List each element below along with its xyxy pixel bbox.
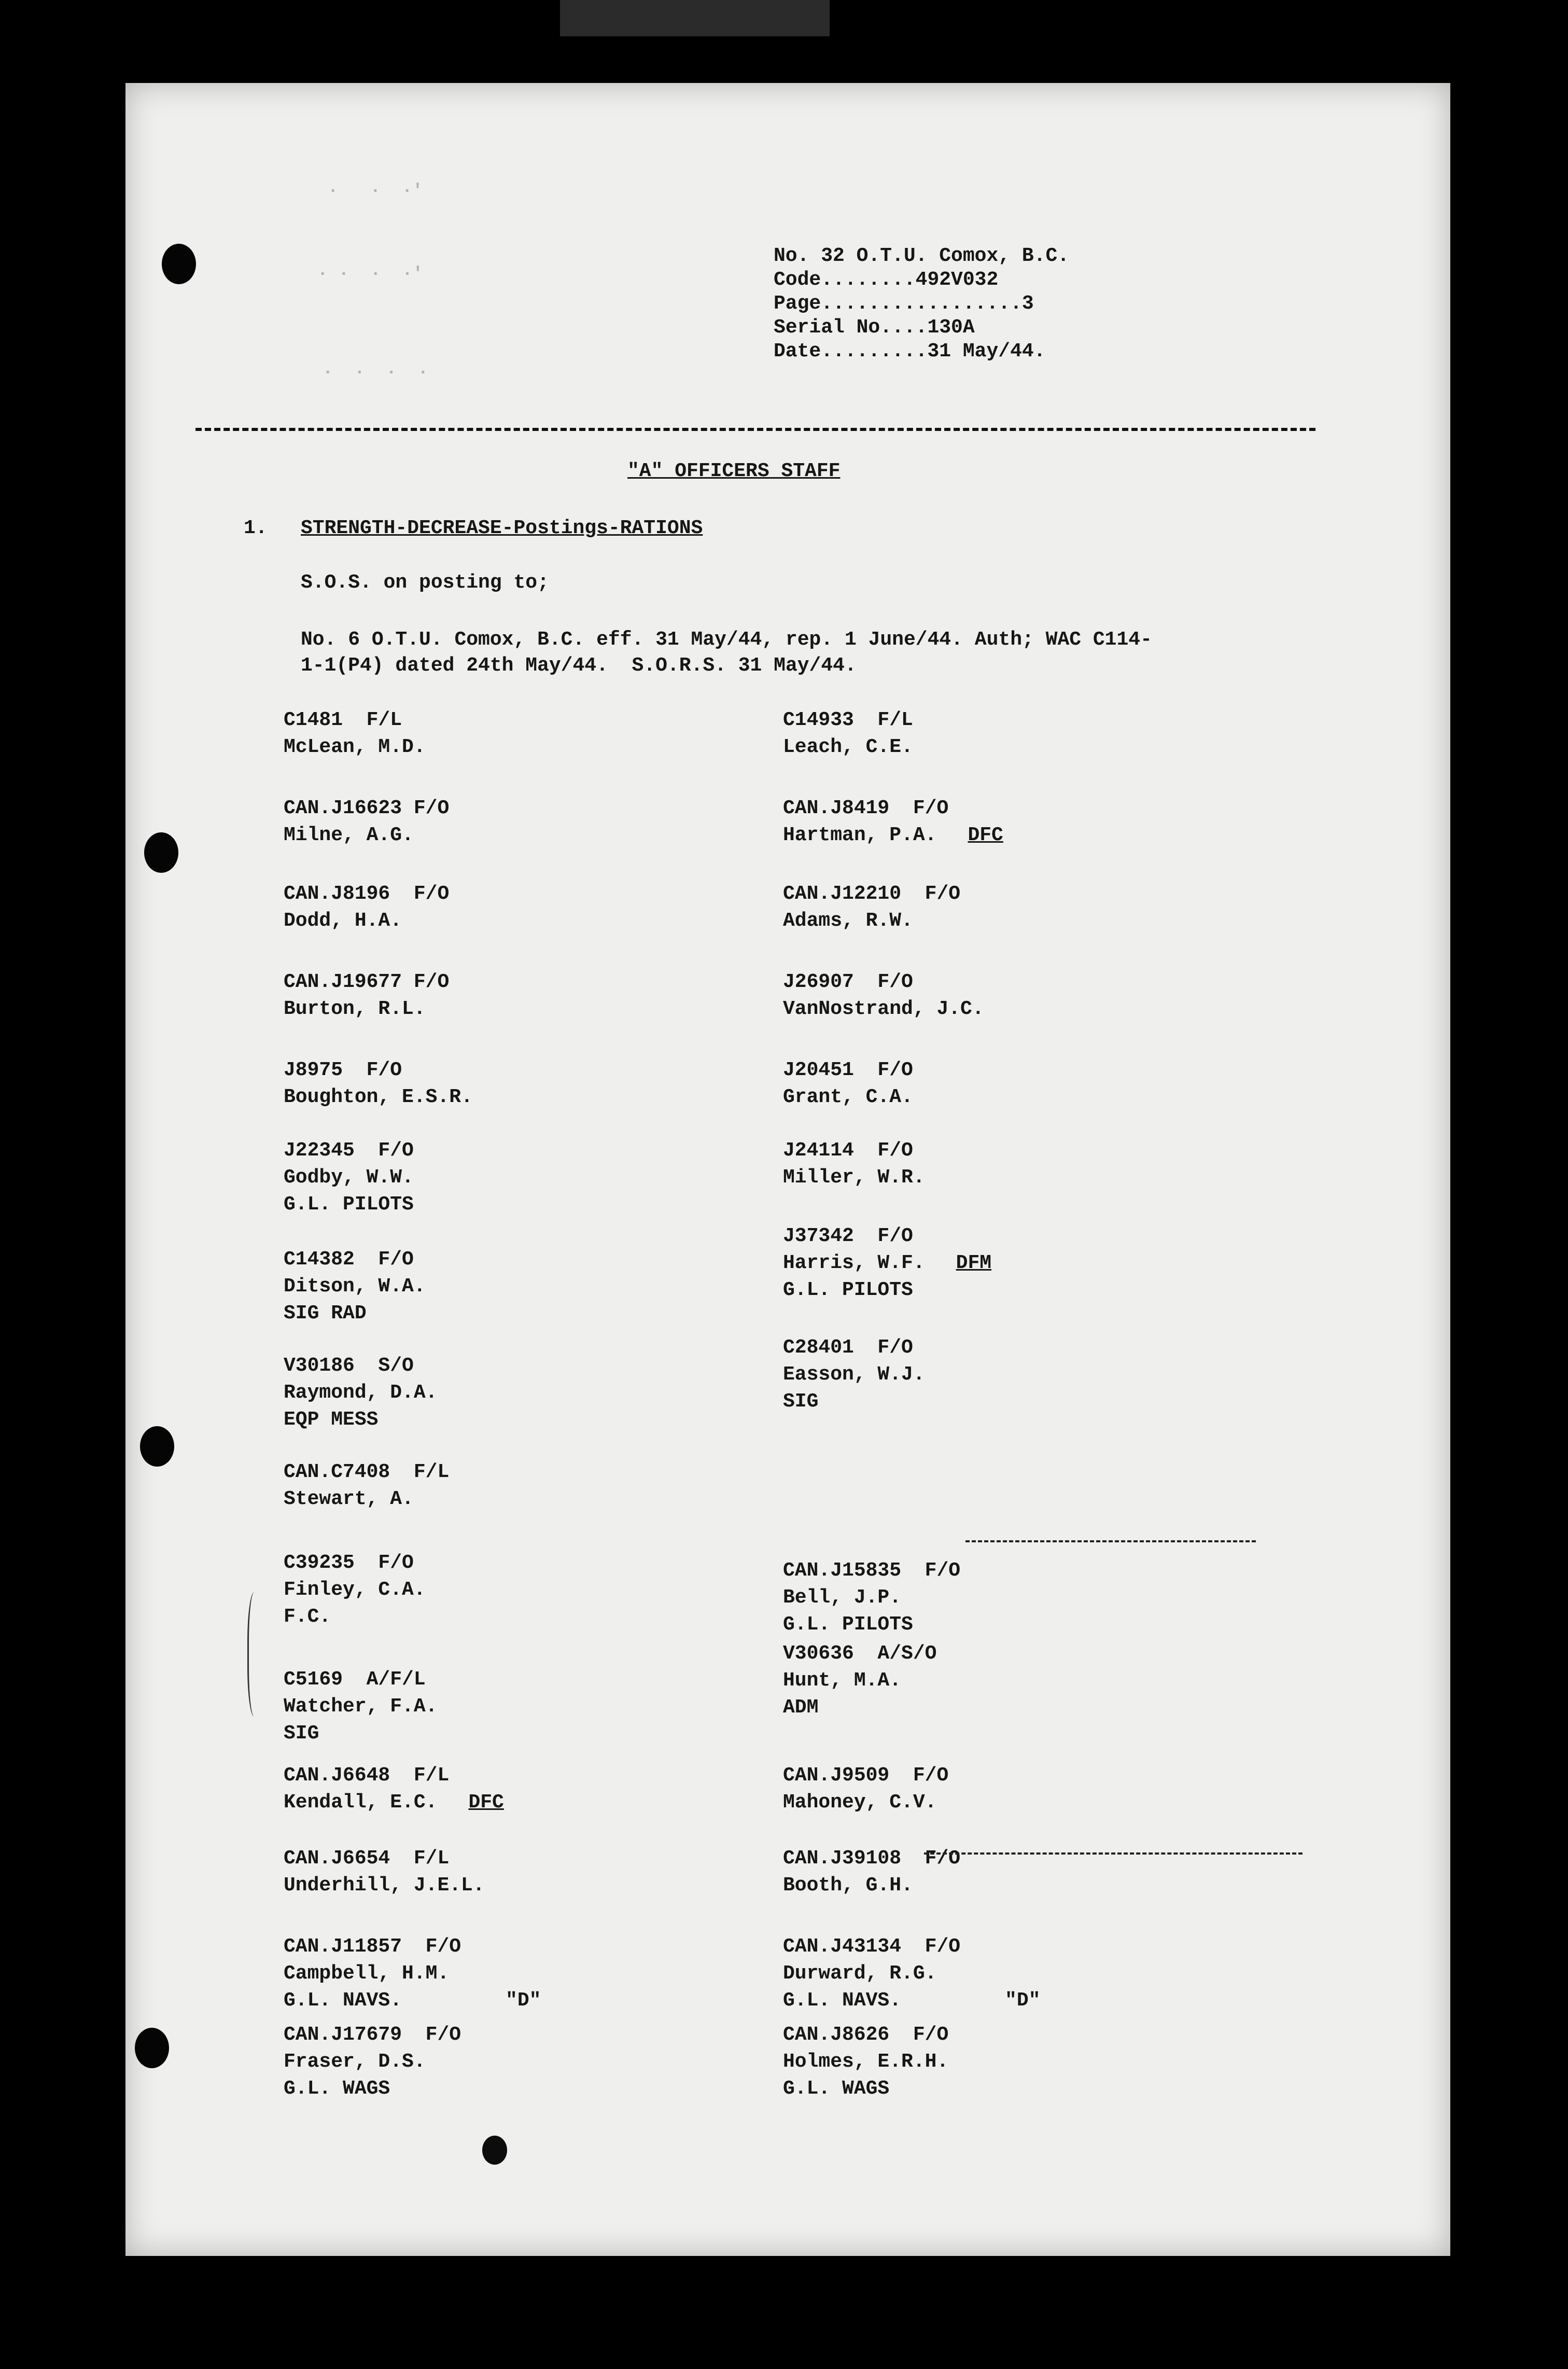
left-personnel-entry [284, 1250, 426, 1331]
award-text: DFC [968, 824, 1003, 846]
left-personnel-entry [284, 884, 449, 938]
officer-name: VanNostrand, J.C. [783, 998, 984, 1020]
left-personnel-entry [284, 799, 449, 853]
officer-name: Kendall, E.C. DFC [284, 1791, 504, 1814]
award-text: DFC [468, 1791, 504, 1814]
unit-line: No. 32 O.T.U. Comox, B.C. [774, 245, 1070, 267]
service-number: V30186 S/O [284, 1355, 414, 1377]
order-line-2: 1-1(P4) dated 24th May/44. S.O.R.S. 31 May/44. [301, 654, 857, 677]
service-number: CAN.J15835 F/O [783, 1559, 961, 1582]
section-title: "A" OFFICERS STAFF [627, 460, 841, 482]
left-personnel-entry [284, 1141, 414, 1222]
branch-note: G.L. WAGS [284, 2078, 390, 2100]
branch-note: EQP MESS [284, 1409, 379, 1431]
officer-name: Durward, R.G. [783, 1962, 937, 1985]
service-number: CAN.J43134 F/O [783, 1935, 961, 1958]
service-number: C39235 F/O [284, 1552, 414, 1574]
officer-name: Milne, A.G. [284, 824, 414, 846]
category-mark: "D" [506, 1989, 541, 2012]
officer-name: Adams, R.W. [783, 910, 913, 932]
code-line: Code........492V032 [774, 269, 999, 291]
right-personnel-entry [783, 1061, 913, 1114]
branch-note: ADM [783, 1696, 819, 1719]
officer-name: Dodd, H.A. [284, 910, 402, 932]
right-personnel-entry [783, 799, 1003, 853]
category-mark: "D" [1005, 1989, 1041, 2012]
officer-name: Boughton, E.S.R. [284, 1086, 473, 1108]
service-number: J24114 F/O [783, 1139, 913, 1162]
service-number: J8975 F/O [284, 1059, 402, 1081]
officer-name: Stewart, A. [284, 1488, 414, 1510]
punch-hole-bottom [135, 2028, 169, 2068]
left-personnel-entry [284, 1849, 485, 1903]
right-personnel-entry [783, 1937, 1040, 2018]
item-number: 1. [244, 517, 268, 539]
officer-name: Finley, C.A. [284, 1579, 426, 1601]
officer-name: Watcher, F.A. [284, 1695, 438, 1718]
branch-note: F.C. [284, 1606, 331, 1628]
left-personnel-entry [284, 2025, 461, 2106]
pencil-mark [247, 1592, 264, 1717]
officer-name: Godby, W.W. [284, 1166, 414, 1189]
right-personnel-entry [783, 1141, 925, 1195]
officer-name: Raymond, D.A. [284, 1382, 438, 1404]
service-number: CAN.J19677 F/O [284, 971, 450, 993]
service-number: J22345 F/O [284, 1139, 414, 1162]
bleed-through-mark: · · · · [323, 363, 429, 383]
ink-blot [482, 2136, 507, 2165]
service-number: C14382 F/O [284, 1248, 414, 1271]
top-tab-stub [560, 0, 830, 36]
bleed-through-mark: · · · ·' [317, 264, 424, 284]
bleed-through-mark: · · ·' [328, 182, 423, 201]
left-personnel-entry [284, 1061, 473, 1114]
service-number: CAN.J9509 F/O [783, 1764, 949, 1787]
officer-name: McLean, M.D. [284, 736, 426, 758]
officer-name: Hartman, P.A. DFC [783, 824, 1003, 846]
officer-name: Underhill, J.E.L. [284, 1874, 485, 1897]
right-personnel-entry [783, 1227, 991, 1307]
service-number: CAN.J6648 F/L [284, 1764, 450, 1787]
service-number: CAN.J16623 F/O [284, 797, 450, 819]
right-personnel-entry [783, 1766, 948, 1820]
branch-note: G.L. PILOTS [783, 1279, 913, 1301]
branch-note: G.L. NAVS. "D" [284, 1989, 541, 2012]
officer-name: Mahoney, C.V. [783, 1791, 937, 1814]
branch-note: G.L. PILOTS [284, 1193, 414, 1216]
right-personnel-entry [783, 1561, 960, 1642]
officer-name: Harris, W.F. DFM [783, 1252, 992, 1274]
service-number: J20451 F/O [783, 1059, 913, 1081]
service-number: C5169 A/F/L [284, 1668, 426, 1691]
officer-name: Fraser, D.S. [284, 2051, 426, 2073]
right-personnel-entry [783, 1644, 936, 1725]
document-page [125, 83, 1450, 2256]
left-personnel-entry [284, 1766, 504, 1820]
right-personnel-entry [783, 884, 960, 938]
punch-hole-top [162, 244, 196, 284]
officer-name: Holmes, E.R.H. [783, 2051, 949, 2073]
branch-note: G.L. PILOTS [783, 1613, 913, 1636]
service-number: CAN.J8419 F/O [783, 797, 949, 819]
service-number: CAN.J17679 F/O [284, 2024, 461, 2046]
item-heading: STRENGTH-DECREASE-Postings-RATIONS [301, 517, 703, 539]
serial-line: Serial No....130A [774, 316, 975, 339]
left-personnel-entry [284, 1462, 449, 1516]
dashed-underline [924, 1852, 1303, 1855]
award-text: DFM [956, 1252, 992, 1274]
order-line-1: No. 6 O.T.U. Comox, B.C. eff. 31 May/44, rep. 1 June/44. Auth; WAC C114- [301, 629, 1152, 651]
branch-note: G.L. WAGS [783, 2078, 890, 2100]
service-number: CAN.J8196 F/O [284, 883, 450, 905]
punch-hole-upper [144, 832, 178, 873]
left-personnel-entry [284, 710, 426, 764]
service-number: C1481 F/L [284, 709, 402, 731]
service-number: CAN.C7408 F/L [284, 1461, 450, 1483]
officer-name: Ditson, W.A. [284, 1275, 426, 1298]
branch-note: SIG [284, 1722, 319, 1745]
branch-note: SIG [783, 1390, 819, 1413]
sos-line: S.O.S. on posting to; [301, 572, 549, 594]
service-number: CAN.J12210 F/O [783, 883, 961, 905]
left-personnel-entry [284, 1670, 437, 1751]
left-personnel-entry [284, 1356, 437, 1437]
officer-name: Grant, C.A. [783, 1086, 913, 1108]
officer-name: Bell, J.P. [783, 1586, 902, 1609]
service-number: CAN.J39108 F/O [783, 1847, 961, 1870]
left-personnel-entry [284, 1937, 541, 2018]
right-personnel-entry [783, 1849, 960, 1903]
page-line: Page.................3 [774, 292, 1034, 315]
officer-name: Hunt, M.A. [783, 1669, 902, 1692]
officer-name: Burton, R.L. [284, 998, 426, 1020]
officer-name: Campbell, H.M. [284, 1962, 450, 1985]
left-personnel-entry [284, 1553, 426, 1634]
right-personnel-entry [783, 2025, 948, 2106]
service-number: C14933 F/L [783, 709, 913, 731]
right-personnel-entry [783, 710, 913, 764]
service-number: J37342 F/O [783, 1225, 913, 1247]
officer-name: Easson, W.J. [783, 1363, 925, 1386]
officer-name: Leach, C.E. [783, 736, 913, 758]
officer-name: Miller, W.R. [783, 1166, 925, 1189]
officer-name: Booth, G.H. [783, 1874, 913, 1897]
service-number: J26907 F/O [783, 971, 913, 993]
service-number: V30636 A/S/O [783, 1642, 937, 1665]
service-number: C28401 F/O [783, 1336, 913, 1359]
punch-hole-lower [140, 1426, 174, 1467]
dashed-underline [965, 1540, 1256, 1542]
left-personnel-entry [284, 972, 449, 1026]
service-number: CAN.J11857 F/O [284, 1935, 461, 1958]
header-divider [195, 428, 1315, 431]
date-line: Date.........31 May/44. [774, 340, 1046, 363]
right-personnel-entry [783, 972, 984, 1026]
right-personnel-entry [783, 1338, 925, 1419]
service-number: CAN.J6654 F/L [284, 1847, 450, 1870]
branch-note: G.L. NAVS. "D" [783, 1989, 1041, 2012]
service-number: CAN.J8626 F/O [783, 2024, 949, 2046]
header-block [774, 246, 1069, 366]
branch-note: SIG RAD [284, 1302, 367, 1325]
